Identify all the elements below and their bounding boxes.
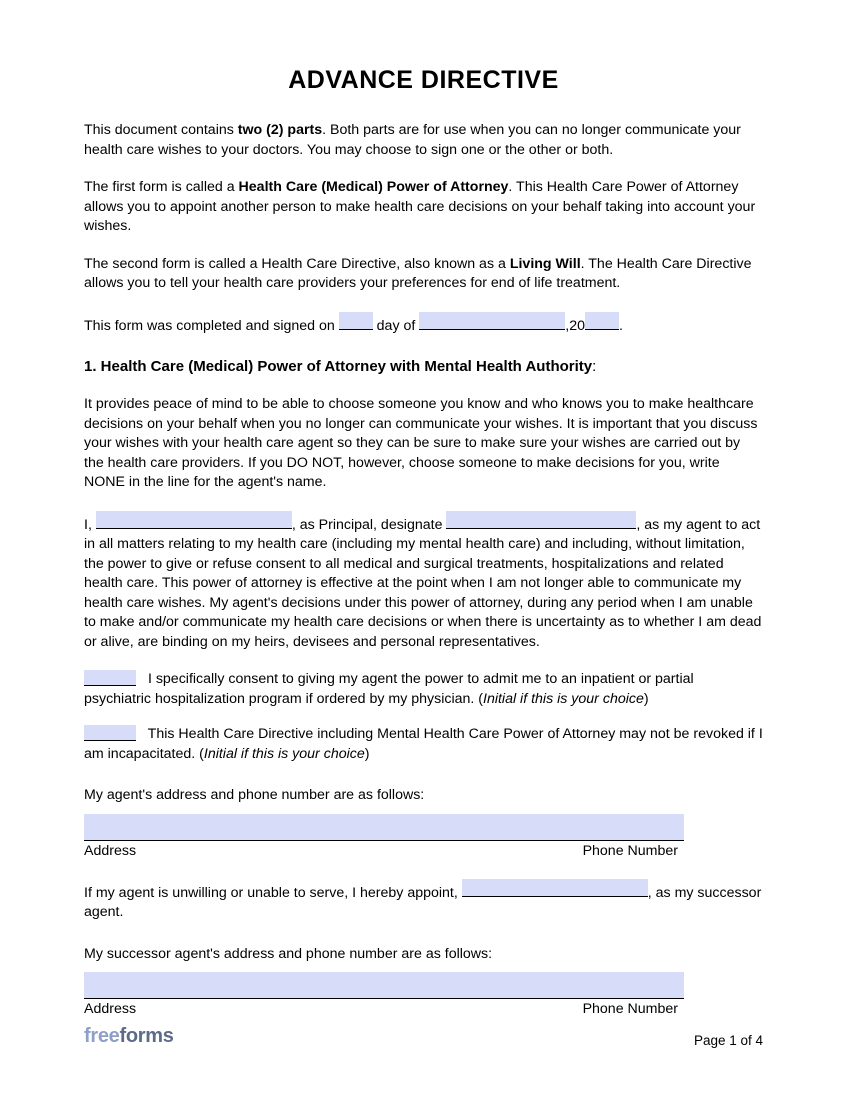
initial2-italic: Initial if this is your choice (203, 745, 365, 762)
intro3-pre: The second form is called a Health Care Directive, also known as a (84, 255, 510, 272)
agent-address-intro: My agent's address and phone number are as follows: (84, 787, 425, 803)
intro1-post: . Both parts are for use when you can no longer communicate your health care wishes to your doctors. You may choose to sign one or the other or both. (84, 122, 741, 158)
intro2-post: . This Health Care Power of Attorney allows you to appoint another person to make health care decisions on your behalf taking into account your wishes. (84, 179, 756, 234)
initial1-close: ) (643, 690, 649, 707)
agent-phone-label: Phone Number (582, 842, 678, 859)
successor-address-field[interactable] (84, 972, 684, 998)
signed-year-prefix: ,20 (565, 317, 585, 334)
initial2-text: This Health Care Directive including Mental Health Care Power of Attorney may not be revoked if I am incapacitated. ( (84, 726, 763, 762)
intro-paragraph-1 (84, 121, 763, 160)
principal-designation-paragraph (84, 511, 763, 653)
principal-name-field[interactable] (96, 511, 292, 529)
principal-pre: I, (84, 516, 96, 533)
section-1-heading-colon: : (592, 358, 597, 375)
initial-consent-paragraph-1 (84, 670, 763, 709)
initial1-text: I specifically consent to giving my agent the power to admit me to an inpatient or partial psychiatric hospitalization program if ordered by my physician. ( (84, 671, 694, 707)
successor-address-label: Address (84, 1001, 137, 1017)
successor-pre: If my agent is unwilling or unable to serve, I hereby appoint, (84, 884, 462, 901)
intro3-post: . The Health Care Directive allows you to tell your health care providers your preferences for end of life treatment. (84, 255, 752, 291)
principal-post: , as my agent to act in all matters relating to my health care (including my mental health care) and including, without limitation, the power to give or refuse consent to all medical and surgical treatments, hospitalizations and related health care. This power of attorney is effective at the point when I am not longer able to communicate my health care wishes. My agent's decisions under this power of attorney, during any period when I am unable to make and/or communicate my health care decisions or when there is uncertainty as to whether I am dead or alive, are binding on my heirs, devisees and personal representatives. (84, 516, 762, 650)
month-field[interactable] (419, 312, 565, 330)
signed-mid: day of (372, 317, 420, 334)
intro3-bold: Living Will (509, 255, 581, 272)
initial-field-2[interactable] (84, 725, 136, 741)
signed-pre: This form was completed and signed on (84, 317, 339, 334)
initial-consent-paragraph-2 (84, 725, 763, 764)
initial-field-1[interactable] (84, 670, 136, 686)
section-1-paragraph: It provides peace of mind to be able to choose someone you know and who knows you to make healthcare decisions on your behalf when you no longer can communicate your wishes. It is important that you discuss your wishes with your health care agent so they can be sure to make sure your wishes are carried out by the health care providers. If you DO NOT, however, choose someone to make decisions for you, write NONE in the line for the agent's name. (84, 396, 758, 490)
brand-logo (84, 1025, 174, 1048)
page-number: Page 1 of 4 (693, 1033, 763, 1048)
day-field[interactable] (339, 312, 373, 330)
intro-paragraph-2 (84, 178, 763, 237)
intro2-pre: The first form is called a (84, 179, 239, 195)
principal-mid: , as Principal, designate (291, 516, 447, 533)
signed-end: . (619, 317, 623, 334)
brand-logo-first: free (84, 1025, 120, 1047)
successor-address-intro: My successor agent's address and phone number are as follows: (84, 945, 493, 962)
brand-logo-second: forms (119, 1025, 174, 1047)
page-footer (84, 1025, 763, 1048)
agent-address-block (84, 814, 763, 859)
signed-date-line (84, 312, 763, 337)
successor-name-field[interactable] (462, 879, 648, 897)
agent-address-label: Address (84, 842, 137, 859)
successor-address-block (84, 972, 763, 1017)
successor-post: , as my successor agent. (84, 884, 762, 920)
intro1-pre: This document contains (84, 122, 238, 138)
initial1-italic: Initial if this is your choice (483, 690, 644, 707)
section-1-heading-text: 1. Health Care (Medical) Power of Attorney with Mental Health Authority (84, 358, 593, 375)
agent-address-labels (84, 840, 684, 859)
agent-address-field[interactable] (84, 814, 684, 840)
intro2-bold: Health Care (Medical) Power of Attorney (238, 179, 509, 195)
initial2-close: ) (364, 745, 370, 762)
section-1-heading (84, 358, 763, 375)
intro-paragraph-3 (84, 255, 763, 294)
successor-phone-label: Phone Number (582, 1001, 678, 1017)
page-title: ADVANCE DIRECTIVE (288, 66, 559, 94)
successor-address-labels (84, 998, 684, 1017)
successor-agent-paragraph (84, 879, 763, 923)
agent-name-field[interactable] (446, 511, 636, 529)
year-field[interactable] (585, 312, 619, 330)
intro1-bold: two (2) parts (237, 122, 323, 138)
